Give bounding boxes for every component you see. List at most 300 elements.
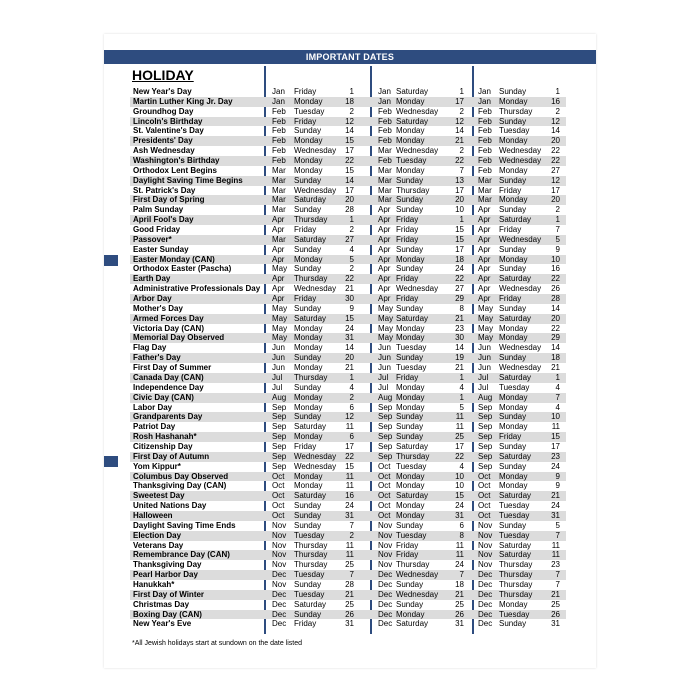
month-cell: Mar [478,175,492,185]
holiday-name: Election Day [133,530,182,540]
holiday-name: Easter Sunday [133,244,189,254]
month-cell: Mar [378,146,392,156]
month-cell: Oct [272,481,285,491]
day-cell: 11 [455,540,464,550]
month-cell: Oct [272,471,285,481]
day-cell: 2 [349,392,354,402]
month-cell: Feb [378,156,392,166]
holiday-name: New Year's Day [133,87,192,96]
weekday-cell: Sunday [499,520,527,530]
month-cell: Apr [478,294,491,304]
weekday-cell: Wednesday [499,284,542,294]
day-cell: 10 [551,412,560,422]
month-cell: Sep [478,422,493,432]
day-cell: 7 [459,165,464,175]
month-cell: Nov [478,540,493,550]
table-row [130,205,566,215]
month-cell: Oct [478,491,491,501]
weekday-cell: Sunday [396,175,424,185]
weekday-cell: Monday [396,136,425,146]
weekday-cell: Sunday [294,501,322,511]
day-cell: 21 [455,363,464,373]
weekday-cell: Monday [499,96,528,106]
month-cell: Nov [378,550,393,560]
day-cell: 20 [551,313,560,323]
table-row [130,87,566,97]
month-cell: Apr [378,284,391,294]
month-cell: Nov [272,520,287,530]
weekday-cell: Thursday [499,579,533,589]
month-cell: Feb [478,126,492,136]
weekday-cell: Sunday [396,244,424,254]
month-cell: Feb [378,106,392,116]
day-cell: 6 [349,432,354,442]
holiday-name: April Fool's Day [133,215,194,225]
holiday-name: Ash Wednesday [133,146,195,156]
weekday-cell: Saturday [294,234,327,244]
weekday-cell: Thursday [499,589,533,599]
weekday-cell: Thursday [499,106,533,116]
weekday-cell: Friday [499,185,522,195]
table-row [130,560,566,570]
month-cell: Jun [272,353,285,363]
month-cell: Jun [378,363,391,373]
day-cell: 1 [459,372,464,382]
weekday-cell: Thursday [294,215,328,225]
day-cell: 2 [349,530,354,540]
weekday-cell: Friday [294,619,317,629]
weekday-cell: Sunday [396,205,424,215]
table-row [130,383,566,393]
month-cell: Feb [272,106,286,116]
month-cell: Oct [272,491,285,501]
weekday-cell: Friday [396,550,419,560]
weekday-cell: Monday [294,165,323,175]
table-row [130,590,566,600]
month-cell: Apr [272,244,285,254]
day-cell: 17 [345,146,354,156]
month-cell: Feb [378,136,392,146]
day-cell: 6 [459,520,464,530]
weekday-cell: Friday [396,372,419,382]
weekday-cell: Sunday [499,412,527,422]
holiday-name: Washington's Birthday [133,156,220,166]
month-cell: Mar [272,205,286,215]
holiday-name: Orthodox Lent Begins [133,165,217,175]
day-cell: 31 [455,619,464,629]
month-cell: Nov [478,530,493,540]
holiday-name: Palm Sunday [133,205,184,215]
month-cell: Apr [272,284,285,294]
day-cell: 11 [455,422,464,432]
weekday-cell: Monday [499,333,528,343]
month-cell: Apr [378,264,391,274]
day-cell: 1 [459,87,464,96]
weekday-cell: Sunday [396,303,424,313]
weekday-cell: Friday [396,294,419,304]
day-cell: 30 [455,333,464,343]
holiday-name: Orthodox Easter (Pascha) [133,264,232,274]
month-cell: Jul [378,372,389,382]
month-cell: Sep [272,422,287,432]
month-cell: Oct [378,471,391,481]
month-cell: Apr [378,205,391,215]
holiday-table [130,87,566,629]
day-cell: 15 [345,313,354,323]
weekday-cell: Monday [294,254,323,264]
weekday-cell: Tuesday [396,343,427,353]
day-cell: 22 [551,323,560,333]
weekday-cell: Sunday [499,353,527,363]
day-cell: 12 [455,116,464,126]
day-cell: 22 [455,156,464,166]
table-row [130,255,566,265]
weekday-cell: Wednesday [396,284,439,294]
weekday-cell: Tuesday [499,530,530,540]
table-row [130,600,566,610]
weekday-cell: Wednesday [499,146,542,156]
holiday-name: Christmas Day [133,599,190,609]
day-cell: 20 [345,353,354,363]
weekday-cell: Monday [499,136,528,146]
table-row [130,136,566,146]
table-row [130,610,566,620]
weekday-cell: Thursday [499,570,533,580]
month-cell: Jun [272,343,285,353]
table-row [130,117,566,127]
table-row [130,432,566,442]
month-cell: Dec [378,589,393,599]
holiday-name: First Day of Winter [133,589,205,599]
day-cell: 11 [345,540,354,550]
weekday-cell: Monday [396,333,425,343]
day-cell: 26 [455,609,464,619]
holiday-name: Presidents' Day [133,136,193,146]
month-cell: May [378,313,394,323]
day-cell: 10 [455,481,464,491]
day-cell: 2 [555,205,560,215]
month-cell: Jan [378,87,391,96]
month-cell: Feb [478,165,492,175]
day-cell: 19 [455,353,464,363]
day-cell: 2 [555,106,560,116]
day-cell: 14 [551,343,560,353]
table-row [130,294,566,304]
footnote: *All Jewish holidays start at sundown on the date listed [132,640,303,647]
month-cell: Dec [478,570,493,580]
weekday-cell: Thursday [294,372,328,382]
holiday-heading: HOLIDAY [132,67,194,83]
month-cell: Apr [478,234,491,244]
month-cell: Sep [478,432,493,442]
day-cell: 7 [349,570,354,580]
table-row [130,97,566,107]
month-cell: Sep [478,451,493,461]
day-cell: 9 [555,244,560,254]
day-cell: 31 [455,510,464,520]
day-cell: 17 [455,441,464,451]
day-cell: 24 [551,501,560,511]
weekday-cell: Monday [396,323,425,333]
table-row [130,166,566,176]
month-cell: Apr [272,215,285,225]
day-cell: 8 [459,530,464,540]
month-cell: Dec [378,579,393,589]
weekday-cell: Thursday [294,550,328,560]
day-cell: 6 [349,402,354,412]
weekday-cell: Tuesday [499,609,530,619]
weekday-cell: Tuesday [396,363,427,373]
month-cell: Mar [478,195,492,205]
weekday-cell: Monday [396,254,425,264]
day-cell: 11 [455,412,464,422]
day-cell: 31 [345,510,354,520]
month-cell: Oct [478,481,491,491]
month-cell: Mar [272,195,286,205]
day-cell: 4 [459,461,464,471]
month-cell: Apr [378,244,391,254]
day-cell: 14 [455,343,464,353]
weekday-cell: Saturday [396,441,429,451]
table-row [130,343,566,353]
day-cell: 17 [455,96,464,106]
month-cell: Oct [478,510,491,520]
weekday-cell: Thursday [294,274,328,284]
month-cell: May [478,303,494,313]
month-cell: Mar [378,185,392,195]
weekday-cell: Monday [499,481,528,491]
day-cell: 2 [349,225,354,235]
table-row [130,442,566,452]
weekday-cell: Sunday [499,264,527,274]
weekday-cell: Wednesday [499,156,542,166]
month-cell: Apr [272,294,285,304]
day-cell: 4 [349,382,354,392]
month-cell: Feb [478,106,492,116]
month-cell: Apr [272,274,285,284]
weekday-cell: Monday [294,333,323,343]
day-cell: 31 [345,619,354,629]
day-cell: 4 [555,382,560,392]
day-cell: 25 [551,599,560,609]
weekday-cell: Tuesday [499,501,530,511]
month-cell: Aug [378,392,393,402]
month-cell: May [478,323,494,333]
holiday-name: Easter Monday (CAN) [133,254,215,264]
day-cell: 7 [459,570,464,580]
month-cell: Sep [272,451,287,461]
weekday-cell: Monday [499,392,528,402]
day-cell: 1 [349,87,354,96]
table-row [130,373,566,383]
month-cell: Dec [378,619,393,629]
table-row [130,393,566,403]
day-cell: 15 [345,136,354,146]
day-cell: 17 [345,185,354,195]
table-row [130,422,566,432]
month-cell: Aug [272,392,287,402]
weekday-cell: Sunday [396,264,424,274]
holiday-name: Citizenship Day [133,441,193,451]
month-cell: Sep [378,402,393,412]
month-cell: Sep [378,422,393,432]
day-cell: 24 [345,323,354,333]
table-row [130,225,566,235]
holiday-name: Administrative Professionals Day [133,284,261,294]
weekday-cell: Saturday [294,491,327,501]
month-cell: Mar [272,165,286,175]
weekday-cell: Friday [396,215,419,225]
month-cell: Dec [378,570,393,580]
day-cell: 2 [459,146,464,156]
weekday-cell: Tuesday [499,382,530,392]
page-tab-marker [104,255,118,266]
month-cell: Sep [272,461,287,471]
weekday-cell: Saturday [294,599,327,609]
month-cell: Dec [378,599,393,609]
day-cell: 31 [551,510,560,520]
weekday-cell: Monday [294,136,323,146]
month-cell: Jan [478,87,491,96]
month-cell: Dec [478,609,493,619]
month-cell: Nov [478,560,493,570]
table-row [130,186,566,196]
weekday-cell: Monday [294,323,323,333]
day-cell: 12 [345,412,354,422]
holiday-name: Boxing Day (CAN) [133,609,202,619]
table-row [130,215,566,225]
month-cell: Aug [478,392,493,402]
weekday-cell: Monday [499,402,528,412]
month-cell: May [272,333,288,343]
weekday-cell: Wednesday [396,106,439,116]
day-cell: 9 [349,303,354,313]
table-row [130,245,566,255]
table-row [130,511,566,521]
weekday-cell: Monday [294,96,323,106]
month-cell: Sep [378,441,393,451]
weekday-cell: Saturday [294,195,327,205]
day-cell: 26 [551,609,560,619]
weekday-cell: Monday [294,392,323,402]
day-cell: 22 [551,146,560,156]
weekday-cell: Monday [499,323,528,333]
weekday-cell: Sunday [499,244,527,254]
holiday-name: First Day of Spring [133,195,205,205]
month-cell: Jun [478,353,491,363]
month-cell: Jul [478,382,489,392]
month-cell: Feb [272,146,286,156]
day-cell: 11 [455,550,464,560]
month-cell: Mar [272,175,286,185]
weekday-cell: Friday [396,225,419,235]
day-cell: 16 [345,491,354,501]
holiday-name: Thanksgiving Day [133,560,202,570]
weekday-cell: Wednesday [396,146,439,156]
weekday-cell: Sunday [294,175,322,185]
day-cell: 22 [455,451,464,461]
month-cell: Mar [378,165,392,175]
month-cell: Nov [378,560,393,570]
day-cell: 9 [555,481,560,491]
day-cell: 28 [345,205,354,215]
table-row [130,284,566,294]
day-cell: 28 [551,294,560,304]
month-cell: Jun [478,343,491,353]
table-row [130,570,566,580]
holiday-name: Memorial Day Observed [133,333,225,343]
month-cell: Feb [478,116,492,126]
month-cell: Dec [272,570,287,580]
month-cell: May [478,313,494,323]
table-row [130,126,566,136]
holiday-name: Independence Day [133,382,204,392]
day-cell: 2 [349,106,354,116]
day-cell: 5 [349,254,354,264]
day-cell: 4 [555,402,560,412]
weekday-cell: Saturday [499,451,532,461]
month-cell: Oct [378,491,391,501]
table-row [130,274,566,284]
day-cell: 18 [455,579,464,589]
table-row [130,107,566,117]
month-cell: Apr [378,254,391,264]
month-cell: Jun [378,343,391,353]
day-cell: 16 [551,96,560,106]
month-cell: Apr [272,254,285,264]
holiday-name: Mother's Day [133,303,183,313]
weekday-cell: Sunday [499,619,527,629]
weekday-cell: Saturday [396,619,429,629]
weekday-cell: Friday [396,234,419,244]
weekday-cell: Tuesday [396,530,427,540]
holiday-name: Father's Day [133,353,181,363]
month-cell: Feb [378,116,392,126]
day-cell: 7 [555,530,560,540]
table-row [130,550,566,560]
month-cell: Sep [478,461,493,471]
month-cell: Apr [378,274,391,284]
holiday-name: Lincoln's Birthday [133,116,203,126]
holiday-name: First Day of Autumn [133,451,210,461]
weekday-cell: Monday [396,510,425,520]
weekday-cell: Sunday [396,195,424,205]
month-cell: Feb [272,136,286,146]
day-cell: 28 [345,579,354,589]
table-row [130,264,566,274]
month-cell: Sep [378,451,393,461]
month-cell: Dec [478,579,493,589]
month-cell: Feb [272,156,286,166]
weekday-cell: Sunday [294,244,322,254]
month-cell: Oct [378,501,391,511]
day-cell: 16 [551,264,560,274]
weekday-cell: Sunday [499,205,527,215]
day-cell: 14 [455,126,464,136]
day-cell: 23 [455,323,464,333]
weekday-cell: Sunday [499,461,527,471]
month-cell: Mar [378,175,392,185]
weekday-cell: Monday [294,343,323,353]
weekday-cell: Sunday [294,303,322,313]
day-cell: 31 [345,333,354,343]
day-cell: 25 [455,432,464,442]
weekday-cell: Monday [499,471,528,481]
day-cell: 21 [551,589,560,599]
month-cell: Apr [378,225,391,235]
day-cell: 31 [551,619,560,629]
holiday-name: New Year's Eve [133,619,192,629]
